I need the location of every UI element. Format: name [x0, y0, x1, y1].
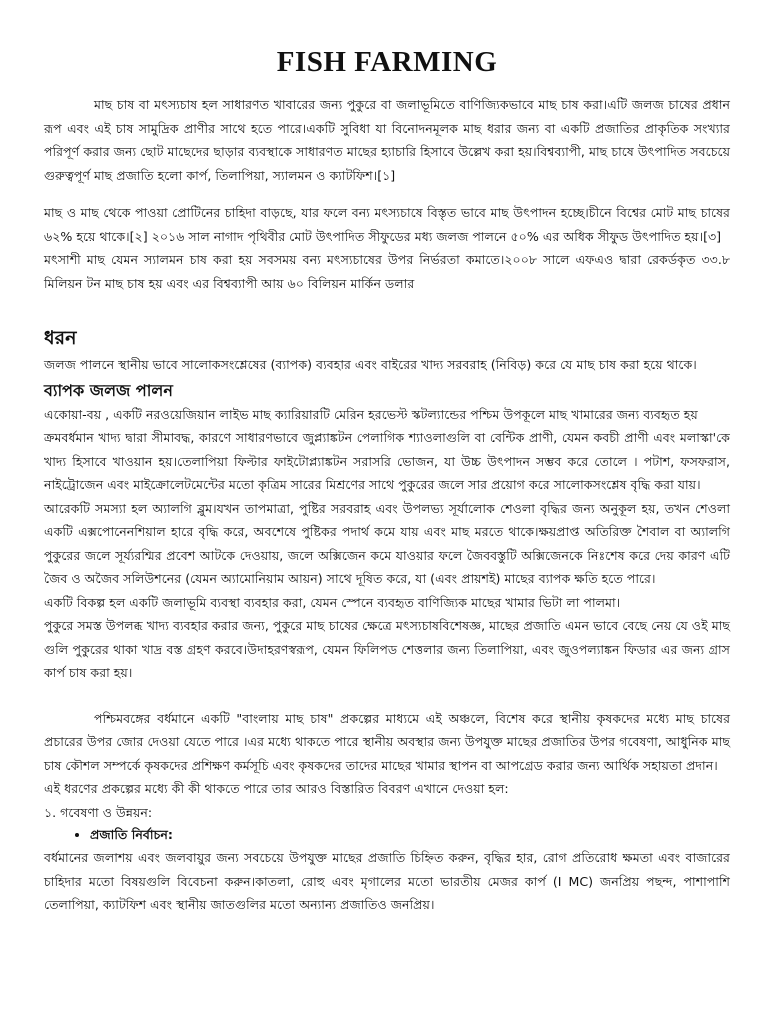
- extensive-paragraph-1: একোয়া-বয় , একটি নরওয়েজিয়ান লাইভ মাছ ক্যারিয়ারটি মেরিন হরভেস্ট স্কটল্যান্ডের পশ্চিম উপকূলে মাছ খামারের জন্য ব্যবহৃত হয়: [44, 406, 698, 422]
- westbengal-paragraph-4: বর্ধমানের জলাশয় এবং জলবায়ুর জন্য সবচেয়ে উপযুক্ত মাছের প্রজাতি চিহ্নিত করুন, বৃদ্ধির হার, রোগ প্রতিরোধ ক্ষমতা এবং বাজারের চাহিদার মতো বিষয়গুলি বিবেচনা করুন।কাতলা, রোহু এবং মৃগালের মতো ভারতীয় মেজর কার্প (I MC) জনপ্রিয় পছন্দ, পাশাপাশি তেলাপিয়া, ক্যাটফিশ এবং স্থানীয় জাতগুলির মতো অন্যান্য প্রজাতিও জনপ্রিয়।: [44, 850, 730, 912]
- document-title: FISH FARMING: [276, 46, 498, 78]
- intro-paragraph-1: মাছ চাষ বা মৎস্যচাষ হল সাধারণত খাবারের জন্য পুকুরে বা জলাভূমিতে বাণিজ্যিকভাবে মাছ চাষ করা।এটি জলজ চাষের প্রধান রূপ এবং এই চাষ সামুদ্রিক প্রাণীর সাথে হতে পারে।একটি সুবিধা যা বিনোদনমূলক মাছ ধরার জন্য বা একটি প্রজাতির প্রাকৃতিক সংখ্যার পরিপূর্ণ করার জন্য ছোট মাছেদের ছাড়ার ব্যবস্থাকে সাধারণত মাছের হ্যাচারি হিসাবে উল্লেখ করা হয়।বিশ্বব্যাপী, মাছ চাষে উৎপাদিত সবচেয়ে গুরুত্বপূর্ণ মাছ প্রজাতি হলো কার্প, তিলাপিয়া, স্যালমন ও ক্যাটফিশ।[১]: [44, 97, 730, 183]
- extensive-paragraph-2: ক্রমবর্ধমান খাদ্য দ্বারা সীমাবদ্ধ, কারণে সাধারণভাবে জুপ্ল্যাঙ্কটন পেলাগিক শ্যাওলাগুলি বা বেন্টিক প্রাণী, যেমন কবচী প্রাণী এবং মলাস্কা'কে খাদ্য হিসাবে খাওয়ান হয়।তেলাপিয়া ফিল্টার ফাইটোপ্ল্যাঙ্কটন সরাসরি ভোজন, যা উচ্চ উৎপাদন সম্ভব করে তোলে । পটাশ, ফসফরাস, নাইট্রোজেন এবং মাইক্রোলেটমেন্টের মতো কৃত্রিম সারের মিশ্রণের সাথে পুকুরের জলে সার প্রয়োগ করে সালোকসংশ্লেষ বৃদ্ধি করা যায়।: [44, 430, 730, 492]
- bullet-list: [44, 824, 730, 846]
- westbengal-paragraph-3: ১. গবেষণা ও উন্নয়ন:: [44, 804, 153, 820]
- extensive-paragraph-4: একটি বিকল্প হল একটি জলাভূমি ব্যবস্থা ব্যবহার করা, যেমন স্পেনে ব্যবহৃত বাণিজ্যিক মাছের খামার ভিটা লা পালমা।: [44, 594, 621, 610]
- section-heading-types: ধরন: [44, 327, 77, 349]
- westbengal-paragraph-1: পশ্চিমবঙ্গের বর্ধমানে একটি "বাংলায় মাছ চাষ" প্রকল্পের মাধ্যমে এই অঞ্চলে, বিশেষ করে স্থানীয় কৃষকদের মধ্যে মাছ চাষের প্রচারের উপর জোর দেওয়া যেতে পারে ।এর মধ্যে থাকতে পারে স্থানীয় অবস্থার জন্য উপযুক্ত মাছের প্রজাতির উপর গবেষণা, আধুনিক মাছ চাষ কৌশল সম্পর্কে কৃষকদের প্রশিক্ষণ কর্মসূচি এবং কৃষকদের তাদের মাছের খামার স্থাপন বা আপগ্রেড করার জন্য আর্থিক সহায়তা প্রদান।: [44, 710, 730, 773]
- westbengal-paragraph-2: এই ধরণের প্রকল্পের মধ্যে কী কী থাকতে পারে তার আরও বিস্তারিত বিবরণ এখানে দেওয়া হল:: [44, 781, 509, 796]
- types-paragraph: জলজ পালনে স্থানীয় ভাবে সালোকসংশ্লেষের (ব্যাপক) ব্যবহার এবং বাইরের খাদ্য সরবরাহ (নিবিড়) করে যে মাছ চাষ করা হয়ে থাকে।: [44, 357, 697, 372]
- intro-paragraph-3: মৎসাশী মাছ যেমন স্যালমন চাষ করা হয় সবসময় বন্য মৎস্যচাষের উপর নির্ভরতা কমাতে।২০০৮ সালে এফএও দ্বারা রেকর্ডকৃত ৩৩.৮ মিলিয়ন টন মাছ চাষ হয় এবং এর বিশ্বব্যাপী আয় ৬০ বিলিয়ন মার্কিন ডলার: [44, 252, 730, 291]
- subsection-heading-extensive: ব্যাপক জলজ পালন: [44, 380, 173, 400]
- bullet-item-species-selection: • প্রজাতি নির্বাচন:: [90, 824, 730, 846]
- extensive-paragraph-3: আরেকটি সমস্যা হল অ্যালগি ব্লুম।যখন তাপমাত্রা, পুষ্টির সরবরাহ এবং উপলভ্য সূর্যালোক শেওলা বৃদ্ধির জন্য অনুকূল হয়, তখন শেওলা একটি এক্সপোনেনশিয়াল হারে বৃদ্ধি করে, অবশেষে পুষ্টিকর পদার্থ কমে যায় এবং মাছ মরতে থাকে।ক্ষয়প্রাপ্ত অতিরিক্ত শৈবাল বা অ্যালগি পুকুরের জলে সূর্য্যরশ্মির প্রবেশ আটকে দেওয়ায়, জলে অক্সিজেন কমে যাওয়ার ফলে জৈববস্তুটি অক্সিজেনকে নিঃশেষ করে দেয় কারণ এটি জৈব ও অজৈব সলিউশনের (যেমন অ্যামোনিয়াম আয়ন) সাথে দূষিত করে, যা (এবং প্রায়শই) মাছের ব্যাপক ক্ষতি হতে পারে।: [44, 500, 731, 586]
- intro-paragraph-2: মাছ ও মাছ থেকে পাওয়া প্রোটিনের চাহিদা বাড়ছে, যার ফলে বন্য মৎস্যচাষে বিস্তৃত ভাবে মাছ উৎপাদন হচ্ছে।চীনে বিশ্বের মোট মাছ চাষের ৬২% হয়ে থাকে।[২] ২০১৬ সাল নাগাদ পৃথিবীর মোট উৎপাদিত সীফুডের মধ্য জলজ পালনে ৫০% এর অধিক সীফুড উৎপাদিত হয়।[৩]: [44, 205, 730, 244]
- extensive-paragraph-5: পুকুরে সমস্ত উপলব্ধ খাদ্য ব্যবহার করার জন্য, পুকুরে মাছ চাষের ক্ষেত্রে মৎস্যচাষবিশেষজ্ঞ, মাছের প্রজাতি এমন ভাবে বেছে নেয় যে ওই মাছ গুলি পুকুরের থাকা খাদ্র বস্ত গ্রহণ করবে।উদাহরণস্বরূপ, যেমন ফিলিপড শেত্তলার জন্য তিলাপিয়া, এবং জুওপল্যাঙ্কন ফিডার এর জন্য গ্রাস কার্প চাষ করা হয়।: [44, 618, 730, 680]
